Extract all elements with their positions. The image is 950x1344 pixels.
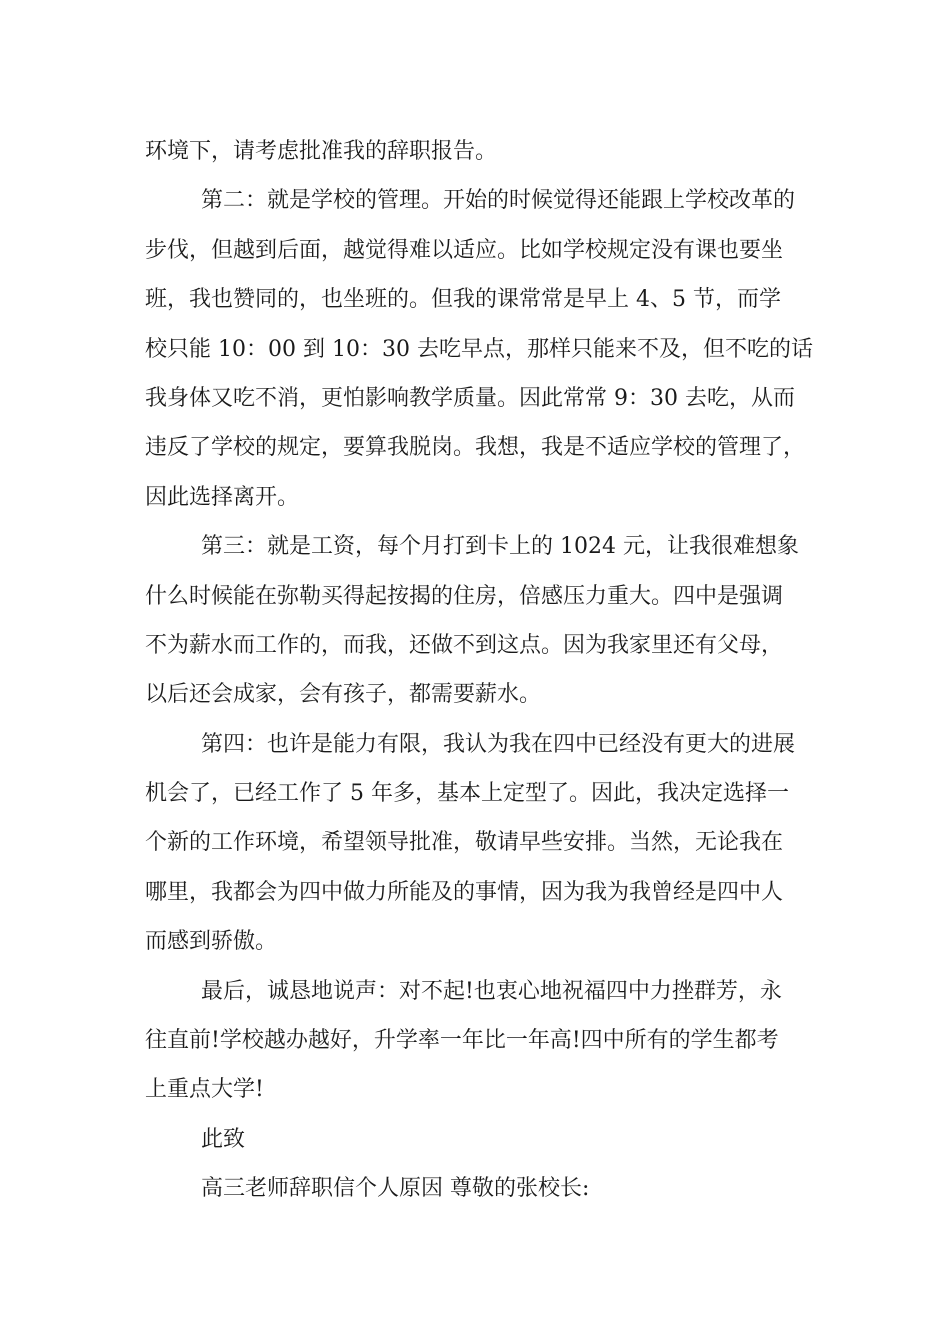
text-line: 此致: [201, 1126, 246, 1152]
text-line: 最后，诚恳地说声：对不起!也衷心地祝福四中力挫群芳，永: [201, 978, 782, 1004]
text-line: 违反了学校的规定，要算我脱岗。我想，我是不适应学校的管理了，: [145, 435, 806, 461]
letter-body: [145, 127, 825, 1214]
text-line: 以后还会成家，会有孩子，都需要薪水。: [145, 682, 542, 708]
text-line: 第二：就是学校的管理。开始的时候觉得还能跟上学校改革的: [201, 188, 796, 214]
text-line: 因此选择离开。: [145, 484, 300, 510]
text-line: 不为薪水而工作的，而我，还做不到这点。因为我家里还有父母，: [145, 632, 784, 658]
text-line: 第三：就是工资，每个月打到卡上的 1024 元，让我很难想象: [201, 534, 799, 560]
text-line: 高三老师辞职信个人原因 尊敬的张校长:: [201, 1176, 590, 1202]
text-line: 第四：也许是能力有限，我认为我在四中已经没有更大的进展: [201, 731, 796, 757]
text-line: 哪里，我都会为四中做力所能及的事情，因为我为我曾经是四中人: [145, 879, 784, 905]
text-line: 什么时候能在弥勒买得起按揭的住房，倍感压力重大。四中是强调: [145, 583, 784, 609]
text-line: 班，我也赞同的，也坐班的。但我的课常常是早上 4、5 节，而学: [145, 287, 781, 313]
text-line: 校只能 10：00 到 10：30 去吃早点，那样只能来不及，但不吃的话: [145, 336, 813, 362]
text-line: 上重点大学!: [145, 1077, 264, 1103]
text-line: 而感到骄傲。: [145, 929, 278, 955]
text-line: 机会了，已经工作了 5 年多，基本上定型了。因此，我决定选择一: [145, 781, 789, 807]
text-line: 往直前!学校越办越好，升学率一年比一年高!四中所有的学生都考: [145, 1028, 779, 1054]
text-line: 我身体又吃不消，更怕影响教学质量。因此常常 9：30 去吃，从而: [145, 385, 795, 411]
text-line: 个新的工作环境，希望领导批准，敬请早些安排。当然，无论我在: [145, 830, 784, 856]
text-line: 步伐，但越到后面，越觉得难以适应。比如学校规定没有课也要坐: [145, 237, 784, 263]
text-line: 环境下，请考虑批准我的辞职报告。: [145, 139, 498, 164]
